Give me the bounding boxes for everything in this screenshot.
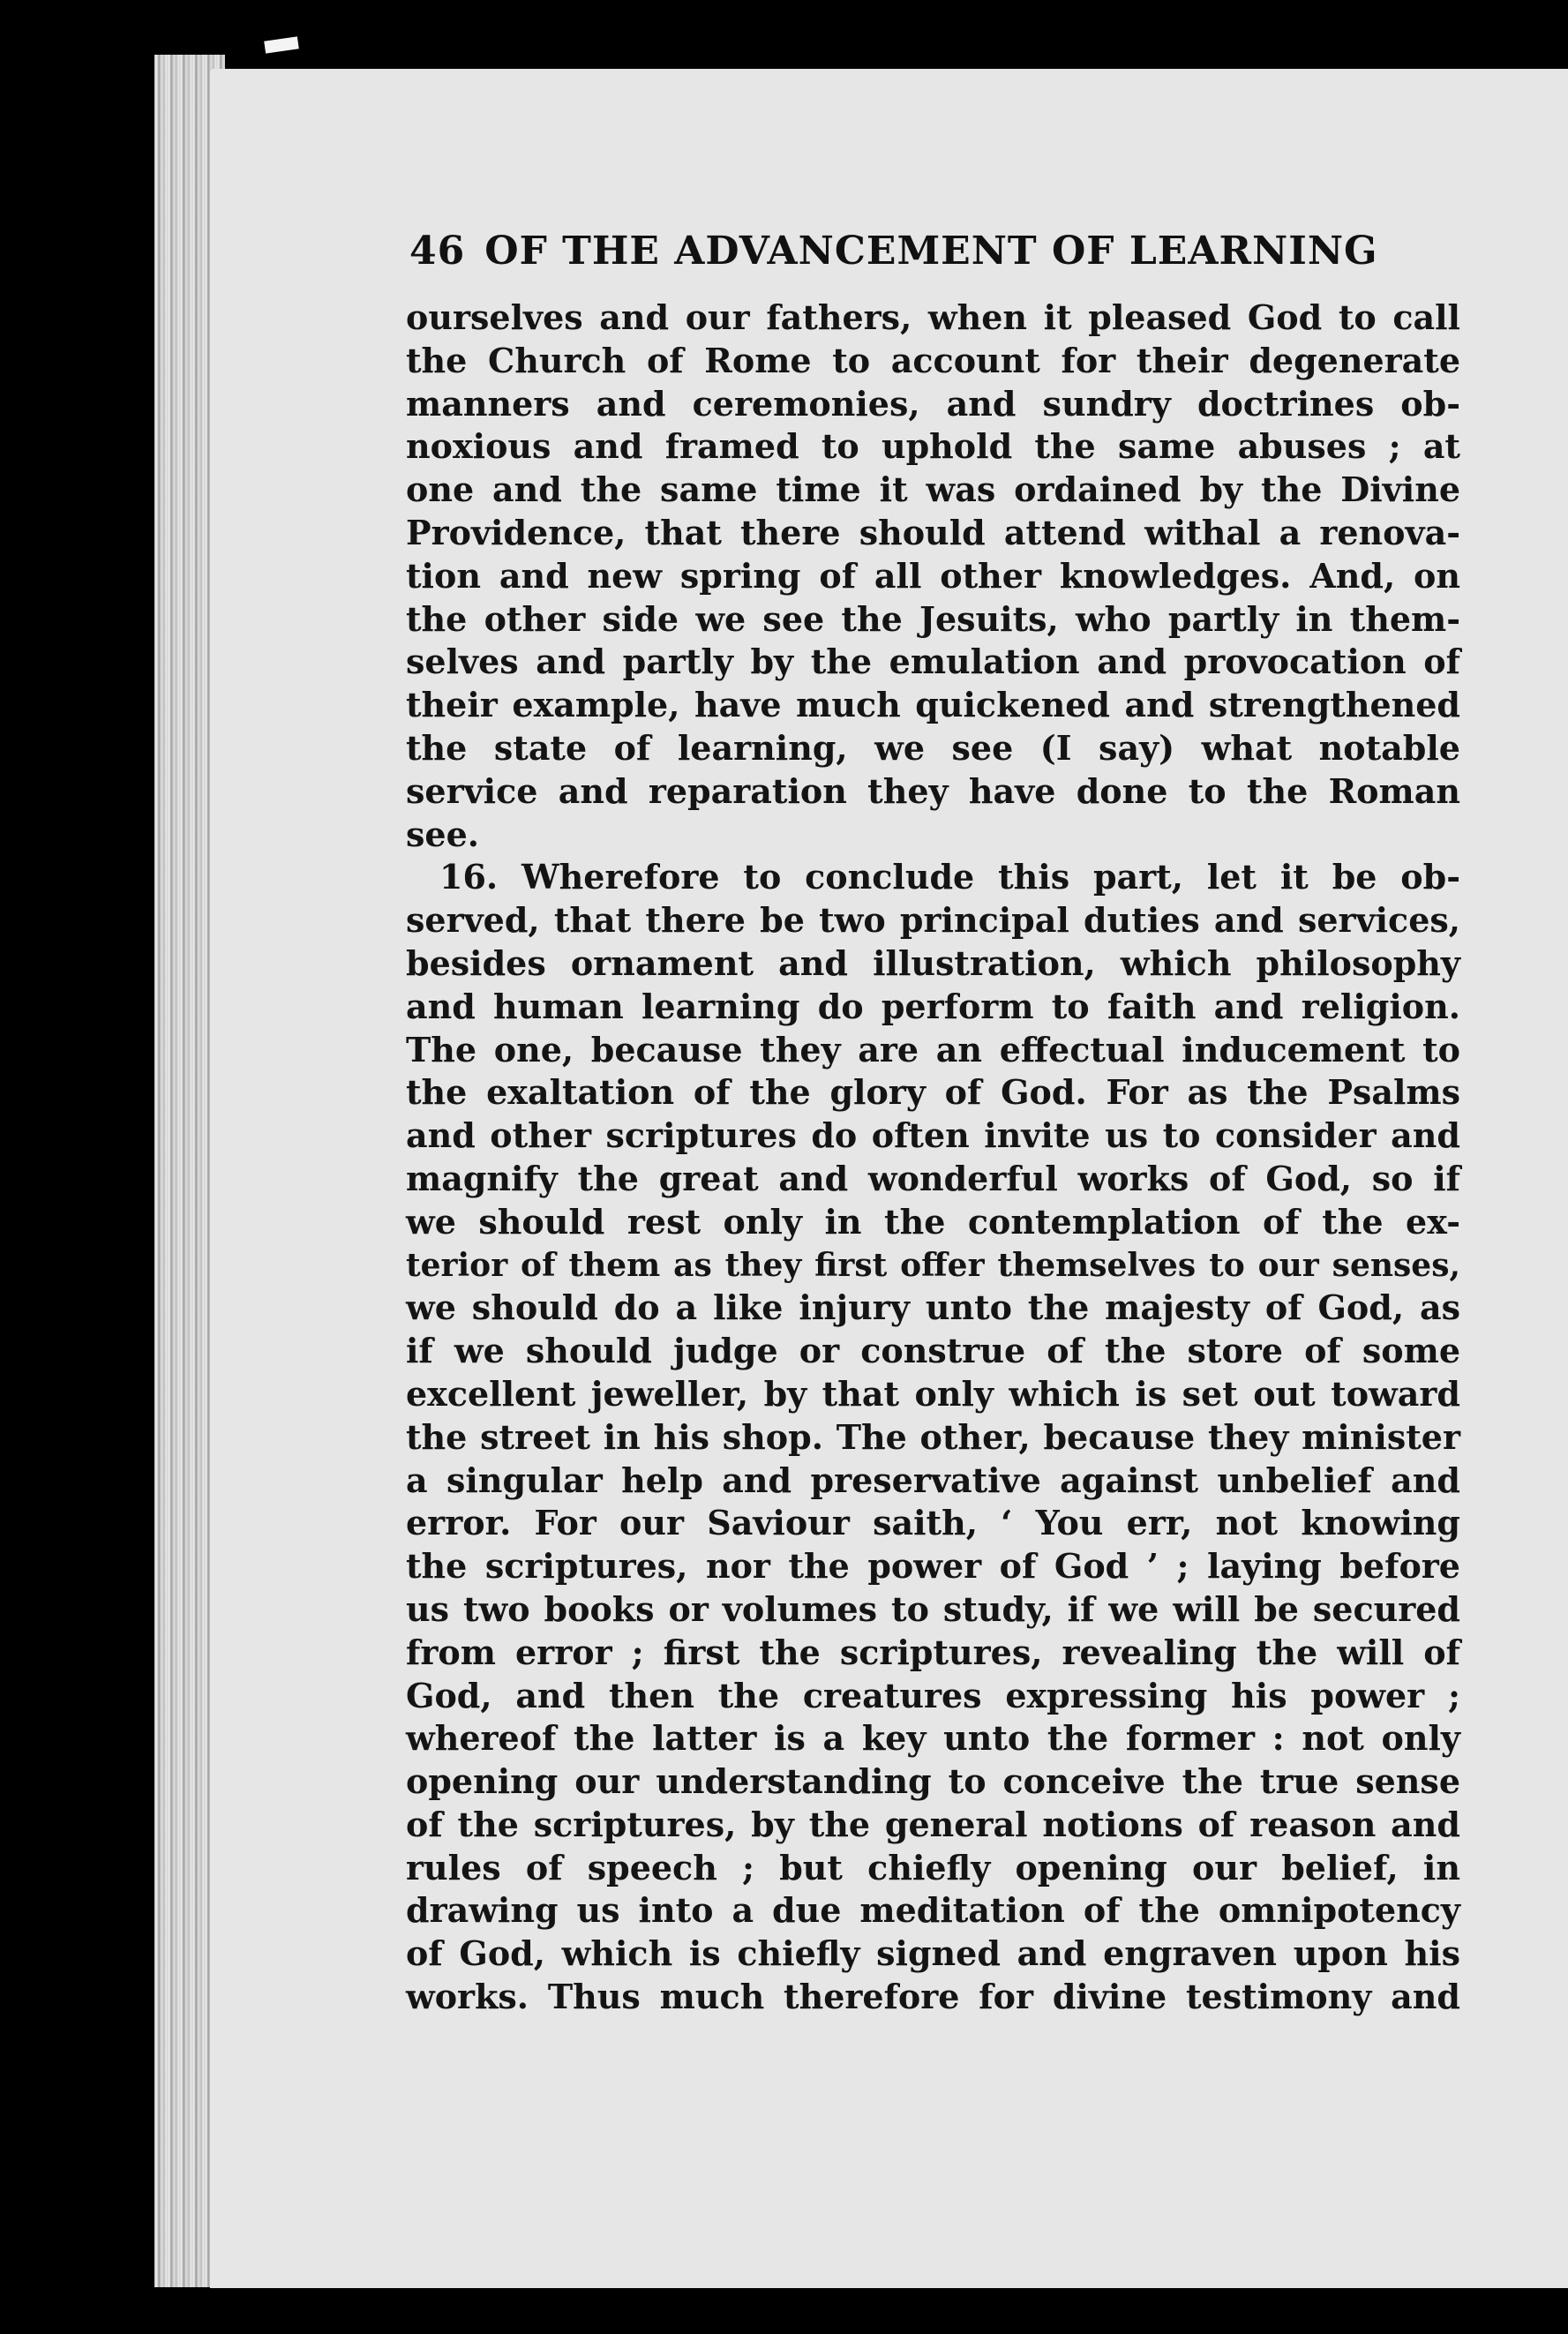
text-line: us two books or volumes to study, if we will be secured: [406, 1588, 1460, 1629]
text-line: a singular help and preservative against unbelief and: [406, 1460, 1460, 1500]
text-line: the scriptures, nor the power of God ’ ; laying before: [406, 1546, 1460, 1587]
text-line: Providence, that there should attend withal a renova-: [406, 512, 1460, 552]
scan-artifact: [264, 36, 299, 53]
text-line: and human learning do perform to faith and religion.: [406, 986, 1460, 1026]
text-line: the exaltation of the glory of God. For as the Psalms: [406, 1072, 1460, 1113]
text-line: whereof the latter is a key unto the former : not only: [406, 1718, 1460, 1759]
text-line: error. For our Saviour saith, ‘ You err, not knowing: [406, 1503, 1460, 1543]
text-line: one and the same time it was ordained by the Divine: [406, 469, 1460, 510]
text-line: God, and then the creatures expressing his power ;: [406, 1675, 1460, 1715]
page-number: 46: [409, 229, 466, 274]
text-line: if we should judge or construe of the store of some: [406, 1331, 1460, 1371]
text-line: ourselves and our fathers, when it pleased God to call: [406, 297, 1460, 337]
text-line: excellent jeweller, by that only which is set out toward: [406, 1373, 1460, 1414]
text-line: magnify the great and wonderful works of God, so if: [406, 1158, 1460, 1198]
text-line: of the scriptures, by the general notions of reason and: [406, 1804, 1460, 1844]
text-line: the other side we see the Jesuits, who partly in them-: [406, 598, 1460, 639]
text-line: The one, because they are an effectual inducement to: [406, 1029, 1460, 1069]
body-text: [406, 296, 1460, 2019]
text-line: drawing us into a due meditation of the omnipotency: [406, 1890, 1460, 1931]
text-line: and other scriptures do often invite us to consider and: [406, 1115, 1460, 1156]
text-line: terior of them as they first offer themselves to our senses,: [406, 1246, 1460, 1284]
text-line: besides ornament and illustration, which philosophy: [406, 942, 1460, 983]
text-line: noxious and framed to uphold the same abuses ; at: [406, 426, 1460, 467]
running-title: OF THE ADVANCEMENT OF LEARNING: [484, 229, 1378, 274]
text-line: we should do a like injury unto the majesty of God, as: [406, 1287, 1460, 1328]
text-line: the Church of Rome to account for their degenerate: [406, 340, 1460, 380]
text-line: opening our understanding to conceive the true sense: [406, 1761, 1460, 1802]
text-line: of God, which is chiefly signed and engraven upon his: [406, 1933, 1460, 1974]
text-line: from error ; first the scriptures, revealing the will of: [406, 1632, 1460, 1672]
paragraph-start-line: 16. Wherefore to conclude this part, let it be ob-: [439, 857, 1460, 897]
text-line: selves and partly by the emulation and provocation of: [406, 642, 1460, 682]
text-line: tion and new spring of all other knowledges. And, on: [406, 555, 1460, 596]
text-line: manners and ceremonies, and sundry doctrines ob-: [406, 383, 1460, 424]
text-line: service and reparation they have done to the Roman: [406, 770, 1460, 811]
text-line: works. Thus much therefore for divine testimony and: [406, 1977, 1460, 2017]
text-line: their example, have much quickened and strengthened: [406, 685, 1460, 725]
running-header: [409, 217, 1459, 274]
text-line: the state of learning, we see (I say) what notable: [406, 727, 1460, 768]
paragraph-end-line: see.: [406, 814, 479, 854]
text-line: we should rest only in the contemplation of the ex-: [406, 1201, 1460, 1242]
text-line: the street in his shop. The other, because they minister: [406, 1416, 1460, 1457]
text-line: rules of speech ; but chiefly opening our belief, in: [406, 1847, 1460, 1887]
text-line: served, that there be two principal duties and services,: [406, 900, 1460, 941]
